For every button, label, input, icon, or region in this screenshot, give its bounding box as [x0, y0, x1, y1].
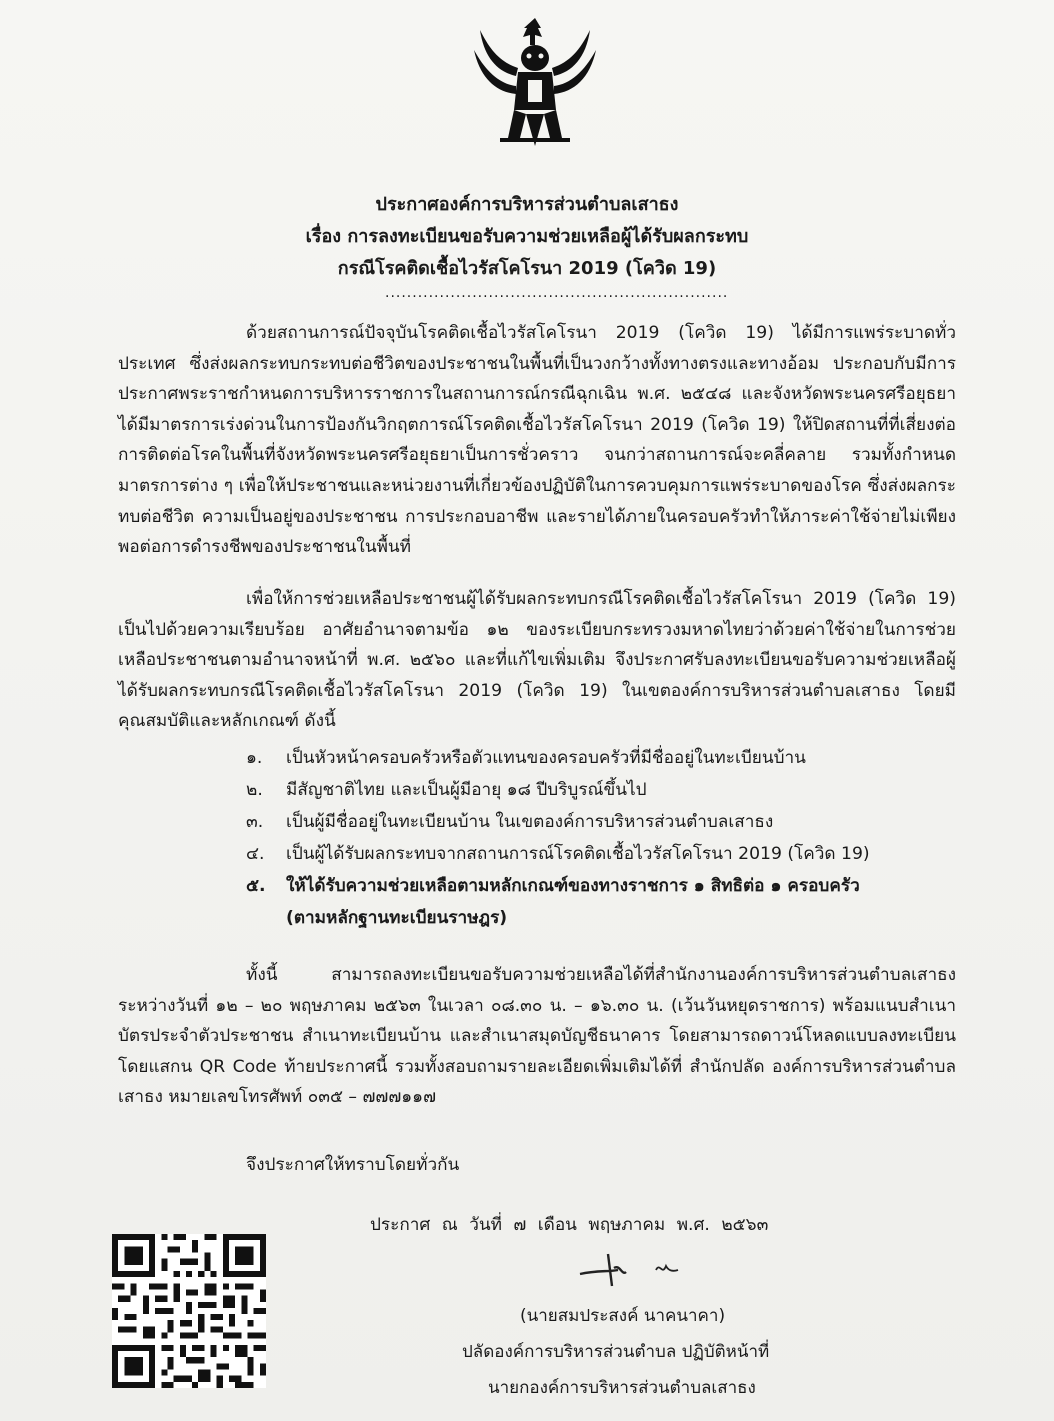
- list-item-number: ๔.: [246, 844, 265, 864]
- list-item: [246, 806, 946, 838]
- paragraph-situation-text: ด้วยสถานการณ์ปัจจุบันโรคติดเชื้อไวรัสโคโรนา 2019 (โควิด 19) ได้มีการแพร่ระบาดทั่วประเทศ ซึ่งส่งผลกระทบกระทบต่อชีวิตของประชาชนในพื้นที่เป็นวงกว้างทั้งทางตรงและทางอ้อม ประกอบกับมีการประกาศพระราชกำหนดการบริหารราชการในสถานการณ์กรณีฉุกเฉิน พ.ศ. ๒๕๔๘ และจังหวัดพระนครศรีอยุธยาได้มีมาตรการเร่งด่วนในการป้องกันวิกฤตการณ์โรคติดเชื้อไวรัสโคโรนา 2019 (โควิด 19) ให้ปิดสถานที่ที่เสี่ยงต่อการติดต่อโรคในพื้นที่จังหวัดพระนครศรีอยุธยาเป็นการชั่วคราว จนกว่าสถานการณ์จะคลี่คลาย รวมทั้งกำหนดมาตรการต่าง ๆ เพื่อให้ประชาชนและหน่วยงานที่เกี่ยวข้องปฏิบัติในการควบคุมการแพร่ระบาดของโรค ซึ่งส่งผลกระทบต่อชีวิต ความเป็นอยู่ของประชาชน การประกอบอาชีพ และรายได้ภายในครอบครัวทำให้ภาระค่าใช้จ่ายไม่เพียงพอต่อการดำรงชีพของประชาชนในพื้นที่: [118, 323, 956, 558]
- list-item: [246, 774, 946, 806]
- signatory-name: (นายสมประสงค์ นาคนาคา): [520, 1306, 726, 1326]
- list-item: [246, 870, 946, 902]
- title-divider: ...............................................................: [385, 285, 729, 301]
- garuda-emblem-icon: [470, 10, 600, 150]
- list-item-text: เป็นผู้มีชื่ออยู่ในทะเบียนบ้าน ในเขตองค์การบริหารส่วนตำบลเสาธง: [286, 812, 774, 832]
- list-item-number: ๓.: [246, 812, 264, 832]
- paragraph-situation: [118, 318, 956, 563]
- list-item-number: ๑.: [246, 748, 263, 768]
- signatory-position: ปลัดองค์การบริหารส่วนตำบล ปฏิบัติหน้าที่: [462, 1342, 770, 1362]
- list-item-number: ๒.: [246, 780, 263, 800]
- list-item: [246, 838, 946, 870]
- signature-icon: [578, 1250, 688, 1290]
- list-item: [246, 742, 946, 774]
- paragraph-registration: [118, 960, 956, 1113]
- announcement-date: ประกาศ ณ วันที่ ๗ เดือน พฤษภาคม พ.ศ. ๒๕๖๓: [370, 1215, 769, 1235]
- closing-statement: จึงประกาศให้ทราบโดยทั่วกัน: [246, 1155, 460, 1175]
- paragraph-purpose-text: เพื่อให้การช่วยเหลือประชาชนผู้ได้รับผลกระทบกรณีโรคติดเชื้อไวรัสโคโรนา 2019 (โควิด 19) เป็นไปด้วยความเรียบร้อย อาศัยอำนาจตามข้อ ๑๒ ของระเบียบกระทรวงมหาดไทยว่าด้วยค่าใช้จ่ายในการช่วยเหลือประชาชนตามอำนาจหน้าที่ พ.ศ. ๒๕๖๐ และที่แก้ไขเพิ่มเติม จึงประกาศรับลงทะเบียนขอรับความช่วยเหลือผู้ได้รับผลกระทบกรณีโรคติดเชื้อไวรัสโคโรนา 2019 (โควิด 19) ในเขตองค์การบริหารส่วนตำบลเสาธง โดยมีคุณสมบัติและหลักเกณฑ์ ดังนี้: [118, 589, 956, 732]
- list-item-number: ๕.: [246, 876, 266, 896]
- paragraph-purpose: [118, 584, 956, 737]
- announcement-title: ประกาศองค์การบริหารส่วนตำบลเสาธง: [375, 194, 679, 215]
- criteria-list: [246, 742, 946, 934]
- qr-code-icon: [112, 1234, 266, 1388]
- list-item-continuation: (ตามหลักฐานทะเบียนราษฎร): [286, 908, 508, 928]
- paragraph-registration-text: ทั้งนี้ สามารถลงทะเบียนขอรับความช่วยเหลือได้ที่สำนักงานองค์การบริหารส่วนตำบลเสาธง ระหว่างวันที่ ๑๒ – ๒๐ พฤษภาคม ๒๕๖๓ ในเวลา ๐๘.๓๐ น. – ๑๖.๓๐ น. (เว้นวันหยุดราชการ) พร้อมแนบสำเนาบัตรประจำตัวประชาชน สำเนาทะเบียนบ้าน และสำเนาสมุดบัญชีธนาคาร โดยสามารถดาวน์โหลดแบบลงทะเบียนโดยแสกน QR Code ท้ายประกาศนี้ รวมทั้งสอบถามรายละเอียดเพิ่มเติมได้ที่ สำนักปลัด องค์การบริหารส่วนตำบลเสาธง หมายเลขโทรศัพท์ ๐๓๕ – ๗๗๗๑๑๗: [118, 965, 956, 1108]
- list-item-text: เป็นผู้ได้รับผลกระทบจากสถานการณ์โรคติดเชื้อไวรัสโคโรนา 2019 (โควิด 19): [286, 844, 870, 864]
- signatory-acting-position: นายกองค์การบริหารส่วนตำบลเสาธง: [488, 1378, 756, 1398]
- announcement-subject: เรื่อง การลงทะเบียนขอรับความช่วยเหลือผู้ได้รับผลกระทบ: [305, 226, 749, 247]
- list-item-text: มีสัญชาติไทย และเป็นผู้มีอายุ ๑๘ ปีบริบูรณ์ขึ้นไป: [286, 780, 647, 800]
- announcement-subject-line2: กรณีโรคติดเชื้อไวรัสโคโรนา 2019 (โควิด 19): [337, 258, 717, 279]
- list-item-text: เป็นหัวหน้าครอบครัวหรือตัวแทนของครอบครัวที่มีชื่ออยู่ในทะเบียนบ้าน: [286, 748, 806, 768]
- list-item-text: ให้ได้รับความช่วยเหลือตามหลักเกณฑ์ของทางราชการ ๑ สิทธิต่อ ๑ ครอบครัว: [286, 876, 860, 896]
